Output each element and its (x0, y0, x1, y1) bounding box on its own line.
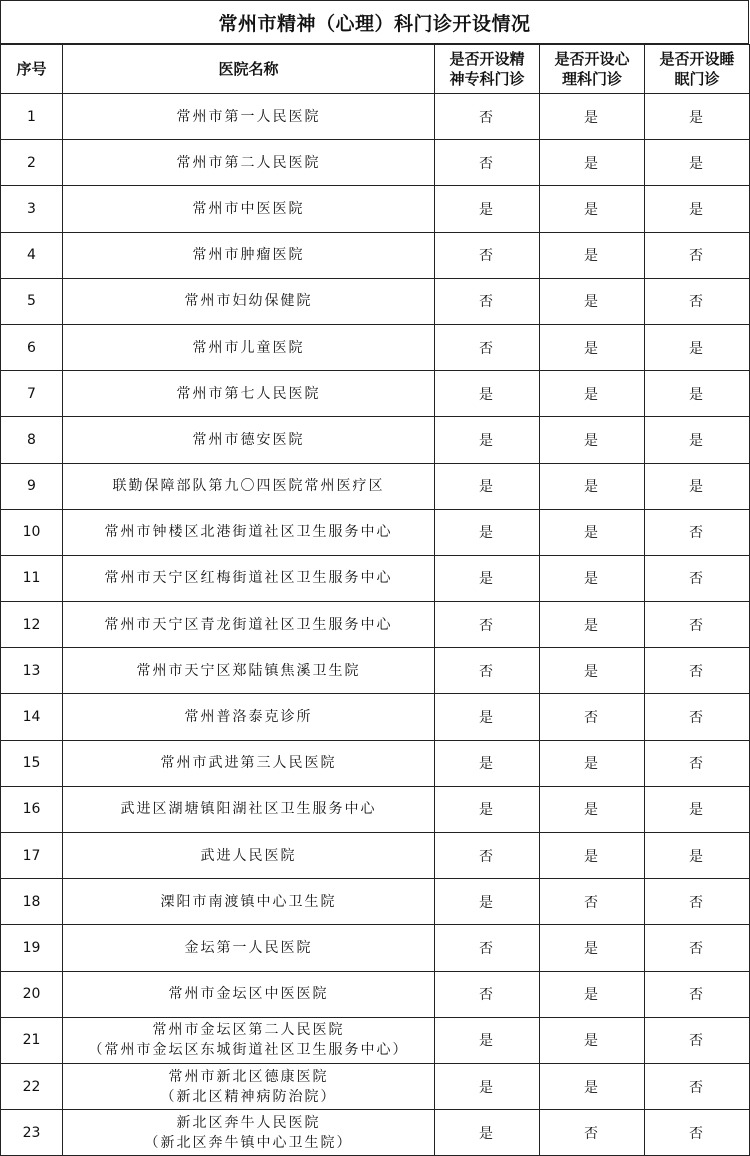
psychology-clinic-status: 是 (540, 417, 645, 463)
psychiatry-clinic-status: 是 (435, 509, 540, 555)
hospital-name (63, 278, 435, 324)
clinic-table (0, 44, 750, 1156)
hospital-name (63, 371, 435, 417)
hospital-name-line: 常州普洛泰克诊所 (184, 709, 313, 726)
hospital-name (63, 925, 435, 971)
table-row (1, 232, 750, 278)
row-number: 16 (1, 786, 63, 832)
table-row (1, 1017, 750, 1063)
hospital-name (63, 186, 435, 232)
psychiatry-clinic-status: 是 (435, 879, 540, 925)
psychiatry-clinic-status: 是 (435, 417, 540, 463)
psychology-clinic-status: 是 (540, 94, 645, 140)
row-number: 12 (1, 602, 63, 648)
hospital-name-line: 武进区湖塘镇阳湖社区卫生服务中心 (120, 801, 377, 818)
psychology-clinic-status: 是 (540, 740, 645, 786)
hospital-name-line: 常州市新北区德康医院 (168, 1068, 329, 1085)
table-row (1, 371, 750, 417)
sleep-clinic-status: 是 (645, 463, 750, 509)
sleep-clinic-status: 是 (645, 324, 750, 370)
hospital-name (63, 1017, 435, 1063)
sleep-clinic-status: 否 (645, 1017, 750, 1063)
row-number: 13 (1, 648, 63, 694)
hospital-name (63, 509, 435, 555)
row-number: 21 (1, 1017, 63, 1063)
hospital-name-line: 常州市德安医院 (192, 431, 305, 448)
table-row (1, 1063, 750, 1109)
sleep-clinic-status: 否 (645, 602, 750, 648)
row-number: 5 (1, 278, 63, 324)
psychiatry-clinic-status: 是 (435, 463, 540, 509)
hospital-name-line: 新北区奔牛人民医院 (176, 1114, 321, 1131)
table-row (1, 925, 750, 971)
hospital-name-line: 常州市天宁区青龙街道社区卫生服务中心 (104, 616, 393, 633)
header-psychology-line: 是否开设心 (554, 50, 630, 68)
sleep-clinic-status: 否 (645, 278, 750, 324)
psychiatry-clinic-status: 否 (435, 648, 540, 694)
hospital-name-line: 常州市天宁区红梅街道社区卫生服务中心 (104, 570, 393, 587)
hospital-name (63, 463, 435, 509)
psychiatry-clinic-status: 是 (435, 1110, 540, 1156)
row-number: 15 (1, 740, 63, 786)
row-number: 1 (1, 94, 63, 140)
sleep-clinic-status: 是 (645, 140, 750, 186)
row-number: 20 (1, 971, 63, 1017)
header-sleep (645, 45, 750, 94)
hospital-name-line: 常州市第七人民医院 (176, 385, 321, 402)
hospital-name (63, 740, 435, 786)
hospital-name-line: 常州市肿瘤医院 (192, 247, 305, 264)
psychiatry-clinic-status: 是 (435, 1063, 540, 1109)
psychology-clinic-status: 是 (540, 602, 645, 648)
hospital-name (63, 1063, 435, 1109)
psychology-clinic-status: 否 (540, 879, 645, 925)
table-title: 常州市精神（心理）科门诊开设情况 (0, 0, 749, 44)
psychiatry-clinic-status: 否 (435, 232, 540, 278)
hospital-name (63, 417, 435, 463)
table-row (1, 879, 750, 925)
hospital-name (63, 971, 435, 1017)
hospital-name (63, 833, 435, 879)
header-psychology (540, 45, 645, 94)
psychology-clinic-status: 是 (540, 1017, 645, 1063)
table-row (1, 140, 750, 186)
psychology-clinic-status: 是 (540, 278, 645, 324)
sleep-clinic-status: 是 (645, 786, 750, 832)
psychiatry-clinic-status: 是 (435, 186, 540, 232)
hospital-name-line: 常州市金坛区中医医院 (168, 986, 329, 1003)
psychology-clinic-status: 是 (540, 509, 645, 555)
psychiatry-clinic-status: 是 (435, 555, 540, 601)
header-name: 医院名称 (63, 45, 435, 94)
hospital-name-line: （新北区奔牛镇中心卫生院） (144, 1134, 353, 1151)
table-row (1, 833, 750, 879)
psychology-clinic-status: 是 (540, 186, 645, 232)
psychology-clinic-status: 是 (540, 232, 645, 278)
table-row (1, 786, 750, 832)
hospital-name (63, 140, 435, 186)
hospital-name-line: （常州市金坛区东城街道社区卫生服务中心） (88, 1042, 409, 1059)
sleep-clinic-status: 是 (645, 833, 750, 879)
hospital-name (63, 1110, 435, 1156)
hospital-name-line: 常州市妇幼保健院 (184, 293, 313, 310)
sleep-clinic-status: 否 (645, 509, 750, 555)
hospital-name-line: 常州市钟楼区北港街道社区卫生服务中心 (104, 524, 393, 541)
hospital-name-line: 常州市第二人民医院 (176, 154, 321, 171)
hospital-name (63, 324, 435, 370)
table-row (1, 278, 750, 324)
hospital-name-line: 常州市中医医院 (192, 200, 305, 217)
psychiatry-clinic-status: 是 (435, 740, 540, 786)
row-number: 6 (1, 324, 63, 370)
hospital-name-line: 联勤保障部队第九〇四医院常州医疗区 (112, 478, 385, 495)
hospital-name (63, 648, 435, 694)
header-sleep-line: 是否开设睡 (659, 50, 735, 68)
psychology-clinic-status: 是 (540, 833, 645, 879)
hospital-name-line: 溧阳市南渡镇中心卫生院 (160, 893, 337, 910)
psychology-clinic-status: 是 (540, 1063, 645, 1109)
psychology-clinic-status: 是 (540, 463, 645, 509)
header-psychiatry-line: 神专科门诊 (449, 70, 525, 88)
table-row (1, 694, 750, 740)
row-number: 4 (1, 232, 63, 278)
hospital-name (63, 94, 435, 140)
sleep-clinic-status: 否 (645, 232, 750, 278)
psychology-clinic-status: 是 (540, 786, 645, 832)
sleep-clinic-status: 否 (645, 648, 750, 694)
table-row (1, 186, 750, 232)
row-number: 7 (1, 371, 63, 417)
psychology-clinic-status: 是 (540, 971, 645, 1017)
sleep-clinic-status: 否 (645, 1110, 750, 1156)
psychology-clinic-status: 是 (540, 925, 645, 971)
psychiatry-clinic-status: 否 (435, 278, 540, 324)
psychiatry-clinic-status: 否 (435, 324, 540, 370)
hospital-name-line: 常州市第一人民医院 (176, 108, 321, 125)
sleep-clinic-status: 是 (645, 417, 750, 463)
hospital-name (63, 555, 435, 601)
hospital-name-line: 常州市金坛区第二人民医院 (152, 1022, 345, 1039)
row-number: 19 (1, 925, 63, 971)
table-row (1, 324, 750, 370)
row-number: 18 (1, 879, 63, 925)
sleep-clinic-status: 是 (645, 94, 750, 140)
hospital-name-line: 常州市儿童医院 (192, 339, 305, 356)
sleep-clinic-status: 否 (645, 694, 750, 740)
hospital-name-line: 武进人民医院 (200, 847, 297, 864)
table-row (1, 740, 750, 786)
table-row (1, 1110, 750, 1156)
sleep-clinic-status: 否 (645, 879, 750, 925)
table-row (1, 971, 750, 1017)
hospital-name-line: 常州市天宁区郑陆镇焦溪卫生院 (136, 662, 361, 679)
psychiatry-clinic-status: 否 (435, 833, 540, 879)
row-number: 3 (1, 186, 63, 232)
header-psychiatry (435, 45, 540, 94)
header-sleep-line: 眠门诊 (674, 70, 720, 88)
row-number: 2 (1, 140, 63, 186)
psychiatry-clinic-status: 否 (435, 971, 540, 1017)
row-number: 8 (1, 417, 63, 463)
psychology-clinic-status: 否 (540, 694, 645, 740)
sleep-clinic-status: 否 (645, 1063, 750, 1109)
psychiatry-clinic-status: 否 (435, 925, 540, 971)
row-number: 10 (1, 509, 63, 555)
header-psychology-line: 理科门诊 (561, 70, 622, 88)
table-row (1, 509, 750, 555)
psychiatry-clinic-status: 否 (435, 140, 540, 186)
psychology-clinic-status: 否 (540, 1110, 645, 1156)
psychiatry-clinic-status: 否 (435, 602, 540, 648)
psychology-clinic-status: 是 (540, 324, 645, 370)
table-row (1, 555, 750, 601)
sleep-clinic-status: 是 (645, 371, 750, 417)
sleep-clinic-status: 是 (645, 186, 750, 232)
psychology-clinic-status: 是 (540, 140, 645, 186)
psychiatry-clinic-status: 是 (435, 694, 540, 740)
sleep-clinic-status: 否 (645, 925, 750, 971)
header-num: 序号 (1, 45, 63, 94)
psychiatry-clinic-status: 否 (435, 94, 540, 140)
hospital-name (63, 879, 435, 925)
row-number: 11 (1, 555, 63, 601)
hospital-name (63, 232, 435, 278)
table-row (1, 648, 750, 694)
row-number: 17 (1, 833, 63, 879)
header-psychiatry-line: 是否开设精 (449, 50, 525, 68)
table-row (1, 94, 750, 140)
sleep-clinic-status: 否 (645, 555, 750, 601)
hospital-name-line: （新北区精神病防治院） (160, 1088, 337, 1105)
hospital-name (63, 694, 435, 740)
psychiatry-clinic-status: 是 (435, 1017, 540, 1063)
psychiatry-clinic-status: 是 (435, 786, 540, 832)
row-number: 23 (1, 1110, 63, 1156)
psychology-clinic-status: 是 (540, 371, 645, 417)
row-number: 9 (1, 463, 63, 509)
psychology-clinic-status: 是 (540, 648, 645, 694)
row-number: 14 (1, 694, 63, 740)
table-row (1, 463, 750, 509)
hospital-name (63, 602, 435, 648)
header-row (1, 45, 750, 94)
table-row (1, 417, 750, 463)
hospital-name-line: 常州市武进第三人民医院 (160, 755, 337, 772)
row-number: 22 (1, 1063, 63, 1109)
psychology-clinic-status: 是 (540, 555, 645, 601)
table-row (1, 602, 750, 648)
hospital-name-line: 金坛第一人民医院 (184, 939, 313, 956)
sleep-clinic-status: 否 (645, 740, 750, 786)
sleep-clinic-status: 否 (645, 971, 750, 1017)
hospital-name (63, 786, 435, 832)
psychiatry-clinic-status: 是 (435, 371, 540, 417)
